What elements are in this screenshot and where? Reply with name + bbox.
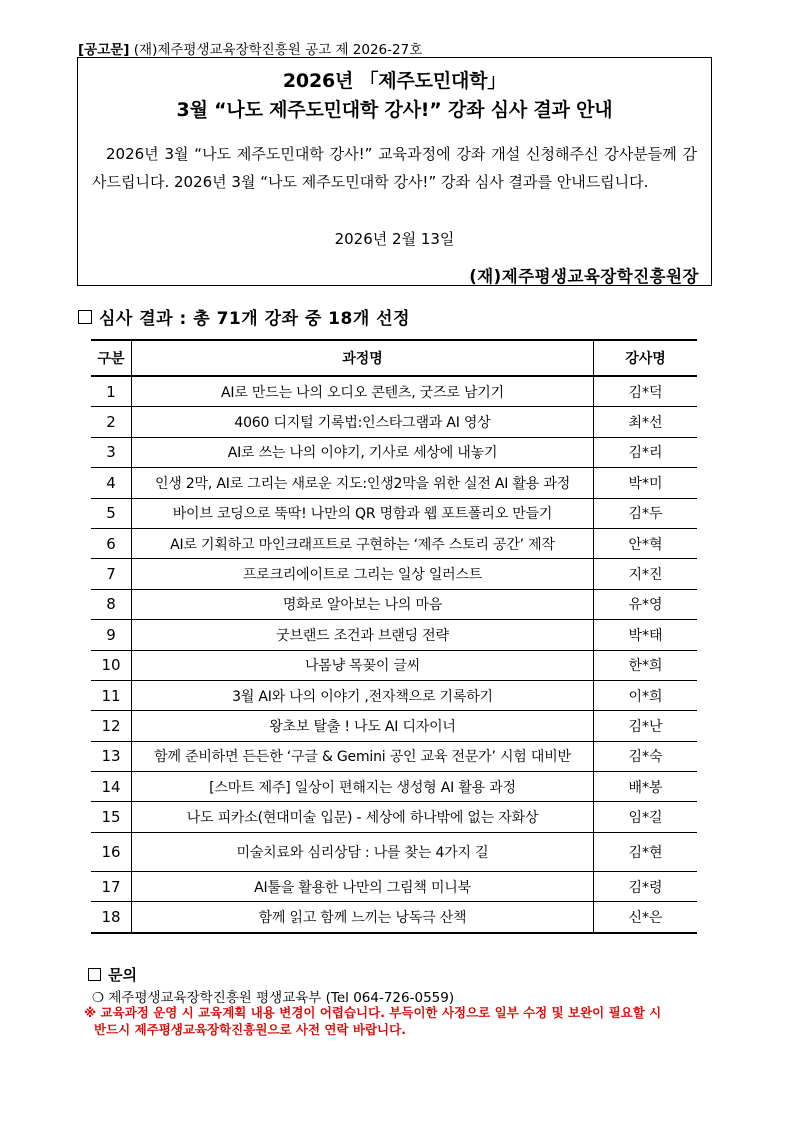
table-row bbox=[91, 741, 697, 771]
notice-tag: [공고문] bbox=[78, 42, 130, 58]
instructor-name: 한*희 bbox=[594, 650, 698, 680]
table-row bbox=[91, 437, 697, 467]
instructor-name: 박*미 bbox=[594, 468, 698, 498]
instructor-name: 배*봉 bbox=[594, 772, 698, 802]
table-row bbox=[91, 376, 697, 407]
section-contact-title bbox=[88, 964, 137, 985]
course-name: 4060 디지털 기록법:인스타그램과 AI 영상 bbox=[132, 407, 594, 437]
contact-info: ❍ 제주평생교육장학진흥원 평생교육부 (Tel 064-726-0559) bbox=[92, 990, 455, 1006]
warning-line-1: ※ 교육과정 운영 시 교육계획 내용 변경이 어렵습니다. 부득이한 사정으로 일부 수정 및 보완이 필요할 시 bbox=[84, 1005, 662, 1020]
course-name: 바이브 코딩으로 뚝딱! 나만의 QR 명함과 웹 포트폴리오 만들기 bbox=[132, 498, 594, 528]
course-name: 3월 AI와 나의 이야기 ,전자책으로 기록하기 bbox=[132, 680, 594, 710]
table-row bbox=[91, 589, 697, 619]
instructor-name: 신*은 bbox=[594, 902, 698, 933]
row-number: 3 bbox=[91, 437, 132, 467]
row-number: 2 bbox=[91, 407, 132, 437]
row-number: 5 bbox=[91, 498, 132, 528]
course-name: 함께 준비하면 든든한 ‘구글 & Gemini 공인 교육 전문가’ 시험 대비반 bbox=[132, 741, 594, 771]
instructor-name: 지*진 bbox=[594, 559, 698, 589]
instructor-name: 유*영 bbox=[594, 589, 698, 619]
row-number: 14 bbox=[91, 772, 132, 802]
instructor-name: 안*혁 bbox=[594, 528, 698, 558]
row-number: 12 bbox=[91, 711, 132, 741]
instructor-name: 김*현 bbox=[594, 832, 698, 871]
instructor-name: 최*선 bbox=[594, 407, 698, 437]
table-row bbox=[91, 468, 697, 498]
row-number: 1 bbox=[91, 376, 132, 407]
column-header-instructor: 강사명 bbox=[594, 340, 698, 376]
course-name: 미술치료와 심리상담 : 나를 찾는 4가지 길 bbox=[132, 832, 594, 871]
instructor-name: 김*덕 bbox=[594, 376, 698, 407]
warning-line-2: 반드시 제주평생교육장학진흥원으로 사전 연락 바랍니다. bbox=[94, 1022, 406, 1037]
row-number: 7 bbox=[91, 559, 132, 589]
instructor-name: 김*난 bbox=[594, 711, 698, 741]
checkbox-square-icon bbox=[78, 310, 92, 324]
course-name: 왕초보 탈출 ! 나도 AI 디자이너 bbox=[132, 711, 594, 741]
row-number: 10 bbox=[91, 650, 132, 680]
table-row bbox=[91, 832, 697, 871]
table-row bbox=[91, 802, 697, 832]
table-row bbox=[91, 498, 697, 528]
row-number: 11 bbox=[91, 680, 132, 710]
course-name: 나몸냥 목꽂이 글씨 bbox=[132, 650, 594, 680]
section-contact-label: 문의 bbox=[108, 966, 137, 984]
announcement-body bbox=[92, 140, 697, 196]
course-name: 프로크리에이트로 그리는 일상 일러스트 bbox=[132, 559, 594, 589]
row-number: 17 bbox=[91, 871, 132, 901]
title-line-2: 3월 “나도 제주도민대학 강사!” 강좌 심사 결과 안내 bbox=[176, 99, 613, 121]
instructor-name: 박*태 bbox=[594, 620, 698, 650]
table-header-row bbox=[91, 340, 697, 376]
row-number: 6 bbox=[91, 528, 132, 558]
section-results-title bbox=[78, 304, 410, 329]
row-number: 9 bbox=[91, 620, 132, 650]
table-row bbox=[91, 650, 697, 680]
course-name: 명화로 알아보는 나의 마음 bbox=[132, 589, 594, 619]
table-row bbox=[91, 711, 697, 741]
instructor-name: 이*희 bbox=[594, 680, 698, 710]
title-line-1: 2026년 「제주도민대학」 bbox=[282, 70, 507, 92]
table-row bbox=[91, 528, 697, 558]
signature: (재)제주평생교육장학진흥원장 bbox=[469, 267, 699, 286]
row-number: 18 bbox=[91, 902, 132, 933]
row-number: 4 bbox=[91, 468, 132, 498]
table-row bbox=[91, 620, 697, 650]
section-results-label: 심사 결과 : 총 71개 강좌 중 18개 선정 bbox=[99, 309, 411, 329]
instructor-name: 김*숙 bbox=[594, 741, 698, 771]
row-number: 16 bbox=[91, 832, 132, 871]
announcement-date: 2026년 2월 13일 bbox=[334, 230, 455, 248]
course-name: 함께 읽고 함께 느끼는 낭독극 산책 bbox=[132, 902, 594, 933]
notice-number: (재)제주평생교육장학진흥원 공고 제 2026-27호 bbox=[133, 42, 423, 58]
table-row bbox=[91, 902, 697, 933]
table-row bbox=[91, 680, 697, 710]
notice-header bbox=[78, 38, 422, 58]
warning-notice bbox=[84, 1004, 724, 1038]
row-number: 15 bbox=[91, 802, 132, 832]
instructor-name: 김*두 bbox=[594, 498, 698, 528]
column-header-number: 구분 bbox=[91, 340, 132, 376]
instructor-name: 임*길 bbox=[594, 802, 698, 832]
instructor-name: 김*리 bbox=[594, 437, 698, 467]
course-name: AI로 기획하고 마인크래프트로 구현하는 ‘제주 스토리 공간’ 제작 bbox=[132, 528, 594, 558]
course-name: 굿브랜드 조건과 브랜딩 전략 bbox=[132, 620, 594, 650]
table-row bbox=[91, 559, 697, 589]
table-row bbox=[91, 871, 697, 901]
course-name: AI로 만드는 나의 오디오 콘텐츠, 굿즈로 남기기 bbox=[132, 376, 594, 407]
row-number: 13 bbox=[91, 741, 132, 771]
table-row bbox=[91, 772, 697, 802]
checkbox-square-icon bbox=[88, 968, 101, 981]
instructor-name: 김*령 bbox=[594, 871, 698, 901]
course-name: 나도 피카소(현대미술 입문) - 세상에 하나밖에 없는 자화상 bbox=[132, 802, 594, 832]
results-table bbox=[91, 339, 697, 934]
body-paragraph: 2026년 3월 “나도 제주도민대학 강사!” 교육과정에 강좌 개설 신청해주신 강사분들께 감사드립니다. 2026년 3월 “나도 제주도민대학 강사!” 강좌 심사 결과를 안내드립니다. bbox=[92, 145, 697, 191]
announcement-box bbox=[77, 57, 712, 286]
course-name: AI로 쓰는 나의 이야기, 기사로 세상에 내놓기 bbox=[132, 437, 594, 467]
column-header-course: 과정명 bbox=[132, 340, 594, 376]
row-number: 8 bbox=[91, 589, 132, 619]
course-name: AI툴을 활용한 나만의 그림책 미니북 bbox=[132, 871, 594, 901]
course-name: 인생 2막, AI로 그리는 새로운 지도:인생2막을 위한 실전 AI 활용 과정 bbox=[132, 468, 594, 498]
table-row bbox=[91, 407, 697, 437]
course-name: [스마트 제주] 일상이 편해지는 생성형 AI 활용 과정 bbox=[132, 772, 594, 802]
